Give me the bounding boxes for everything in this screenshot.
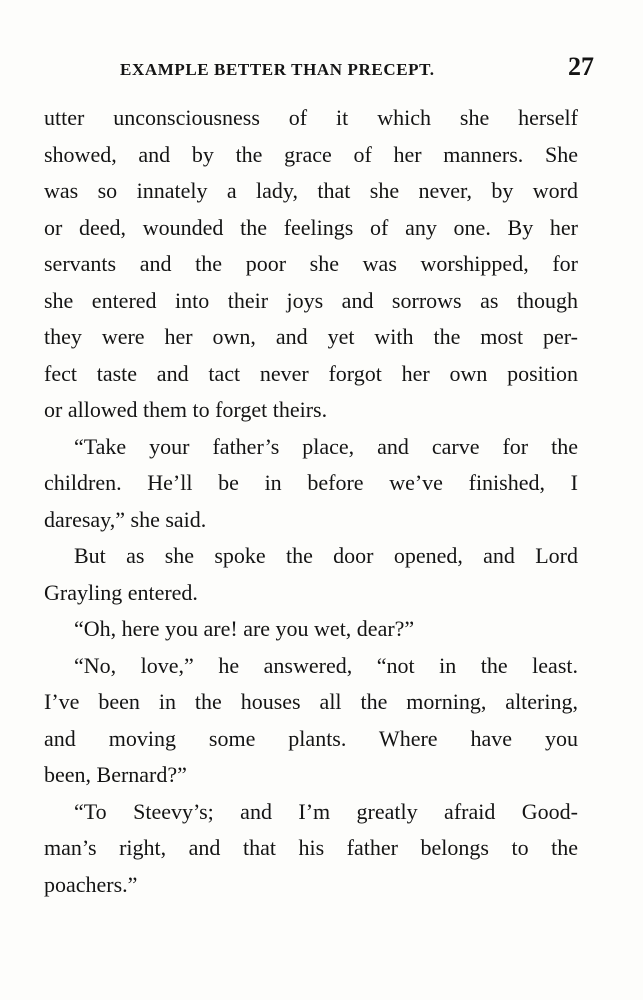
text-line: “To Steevy’s; and I’m greatly afraid Good- bbox=[74, 798, 578, 824]
text-line: she entered into their joys and sorrows as though bbox=[44, 287, 578, 313]
text-line: daresay,” she said. bbox=[44, 506, 207, 532]
text-line: “Oh, here you are! are you wet, dear?” bbox=[74, 616, 415, 641]
text-line: utter unconsciousness of it which she herself bbox=[44, 105, 578, 130]
text-line: showed, and by the grace of her manners. She bbox=[44, 141, 578, 167]
text-line: But as she spoke the door opened, and Lord bbox=[74, 543, 578, 568]
running-title: EXAMPLE BETTER THAN PRECEPT. bbox=[120, 60, 435, 79]
text-line: they were her own, and yet with the most per- bbox=[44, 324, 578, 349]
text-line: was so innately a lady, that she never, by word bbox=[44, 178, 578, 203]
text-line: or allowed them to forget theirs. bbox=[44, 397, 328, 422]
body-text bbox=[44, 100, 578, 903]
text-line: “No, love,” he answered, “not in the least. bbox=[74, 652, 578, 678]
page-number: 27 bbox=[568, 52, 594, 81]
text-line: or deed, wounded the feelings of any one. By her bbox=[44, 214, 578, 240]
running-head bbox=[44, 52, 596, 82]
text-line: been, Bernard?” bbox=[44, 762, 187, 787]
text-line: man’s right, and that his father belongs to the bbox=[44, 835, 578, 860]
text-line: children. He’ll be in before we’ve finished, I bbox=[44, 470, 578, 495]
text-line: servants and the poor she was worshipped, for bbox=[44, 251, 578, 276]
text-line: Grayling entered. bbox=[44, 579, 198, 605]
text-line: I’ve been in the houses all the morning, altering, bbox=[44, 689, 578, 714]
text-line: fect taste and tact never forgot her own position bbox=[44, 360, 578, 386]
text-line: “Take your father’s place, and carve for the bbox=[74, 433, 578, 459]
text-line: and moving some plants. Where have you bbox=[44, 725, 578, 751]
text-line: poachers.” bbox=[44, 871, 138, 897]
